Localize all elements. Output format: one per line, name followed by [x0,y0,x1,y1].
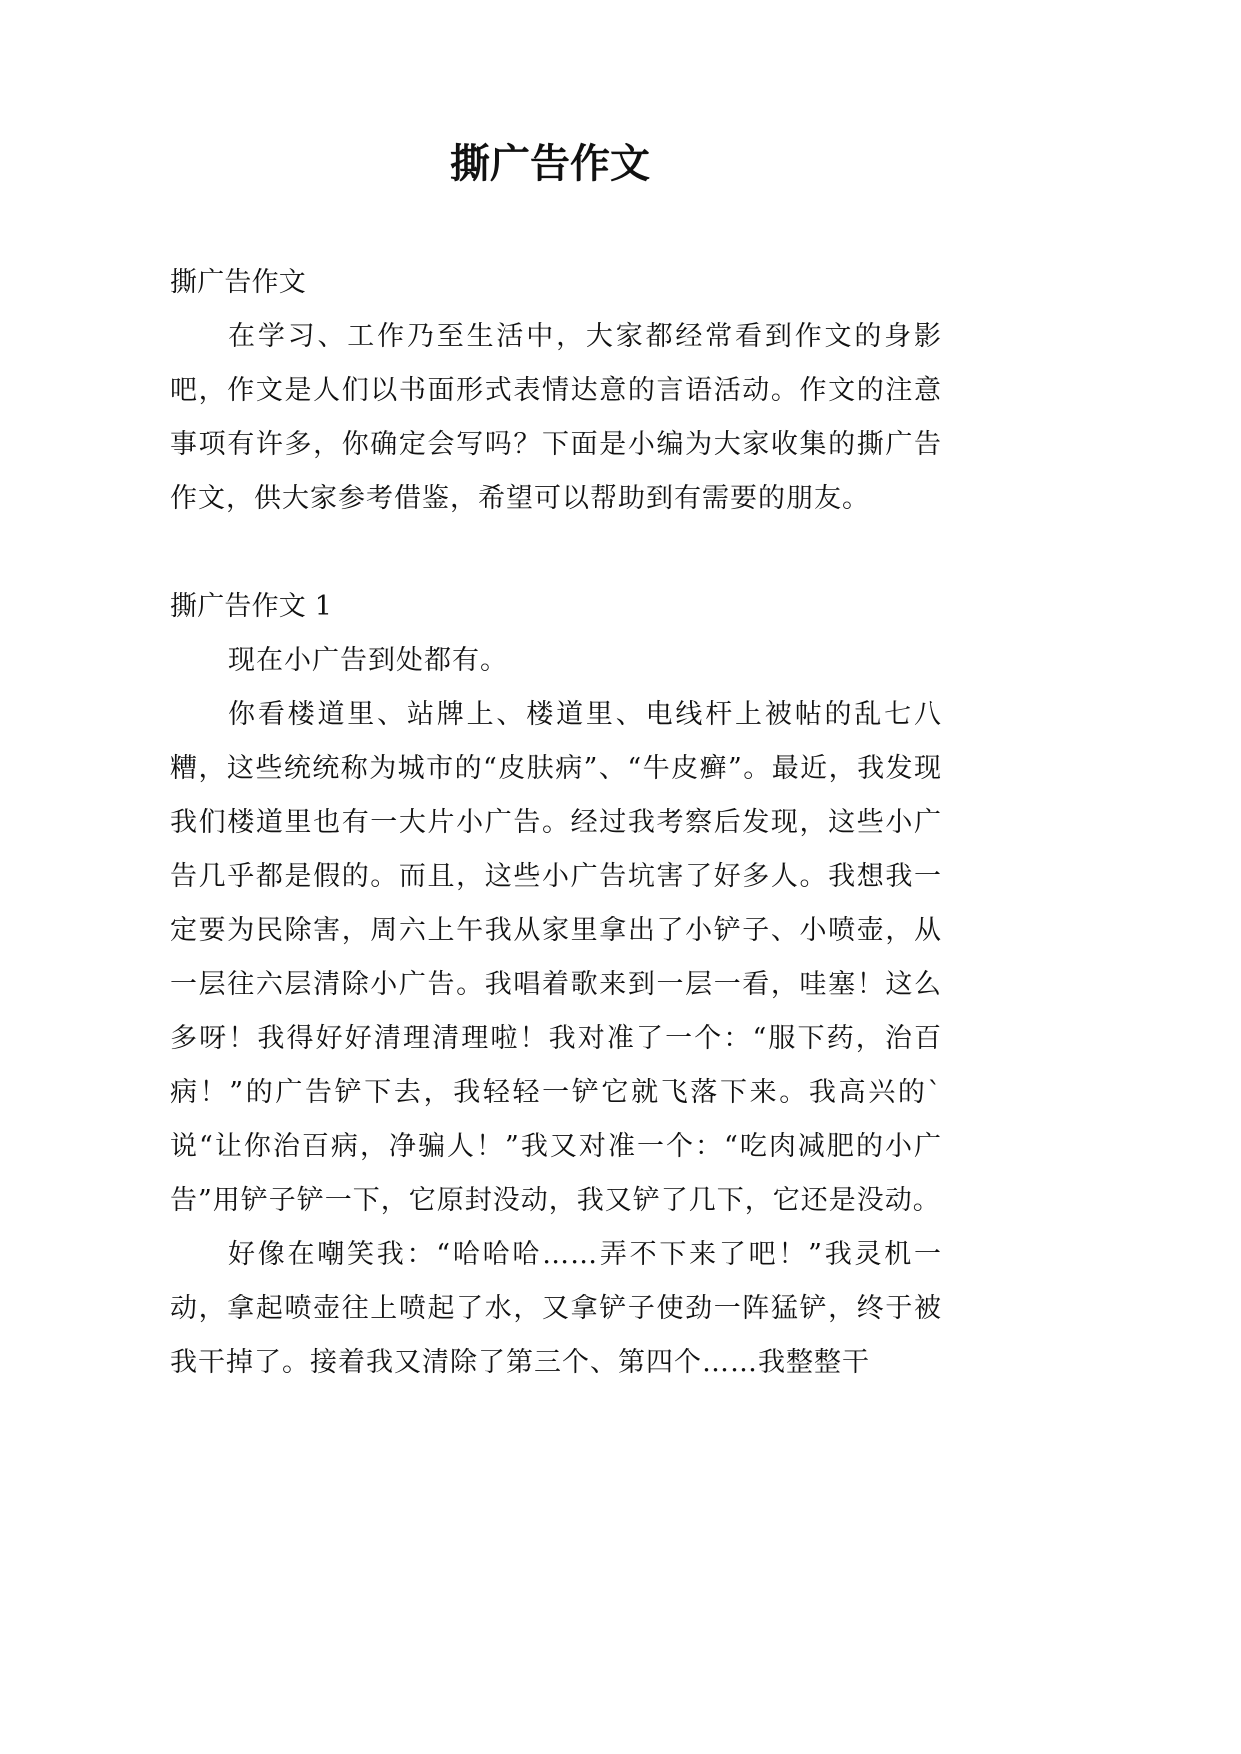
intro-heading: 撕广告作文 [170,267,306,298]
document-title: 撕广告作文 [450,140,650,187]
essay-1-paragraph-1: 现在小广告到处都有。 [228,645,508,676]
essay-1-paragraph-2: 你看楼道里、站牌上、楼道里、电线杆上被帖的乱七八糟，这些统统称为城市的“皮肤病”、“牛皮癣”。最近，我发现我们楼道里也有一大片小广告。经过我考察后发现，这些小广告几乎都是假的。而且，这些小广告坑害了好多人。我想我一定要为民除害，周六上午我从家里拿出了小铲子、小喷壶，从一层往六层清除小广告。我唱着歌来到一层一看，哇塞！这么多呀！我得好好清理清理啦！我对准了一个：“服下药，治百病！”的广告铲下去，我轻轻一铲它就飞落下来。我高兴的`说“让你治百病，净骗人！”我又对准一个：“吃肉减肥的小广告”用铲子铲一下，它原封没动，我又铲了几下，它还是没动。 [170,699,942,1216]
intro-paragraph: 在学习、工作乃至生活中，大家都经常看到作文的身影吧，作文是人们以书面形式表情达意的言语活动。作文的注意事项有许多，你确定会写吗？下面是小编为大家收集的撕广告作文，供大家参考借鉴，希望可以帮助到有需要的朋友。 [170,321,942,514]
essay-1-paragraph-3: 好像在嘲笑我：“哈哈哈……弄不下来了吧！”我灵机一动，拿起喷壶往上喷起了水，又拿铲子使劲一阵猛铲，终于被我干掉了。接着我又清除了第三个、第四个……我整整干 [170,1239,942,1378]
essay-1-heading: 撕广告作文 1 [170,591,333,622]
section-spacer [170,526,942,580]
document-body [170,256,942,1390]
